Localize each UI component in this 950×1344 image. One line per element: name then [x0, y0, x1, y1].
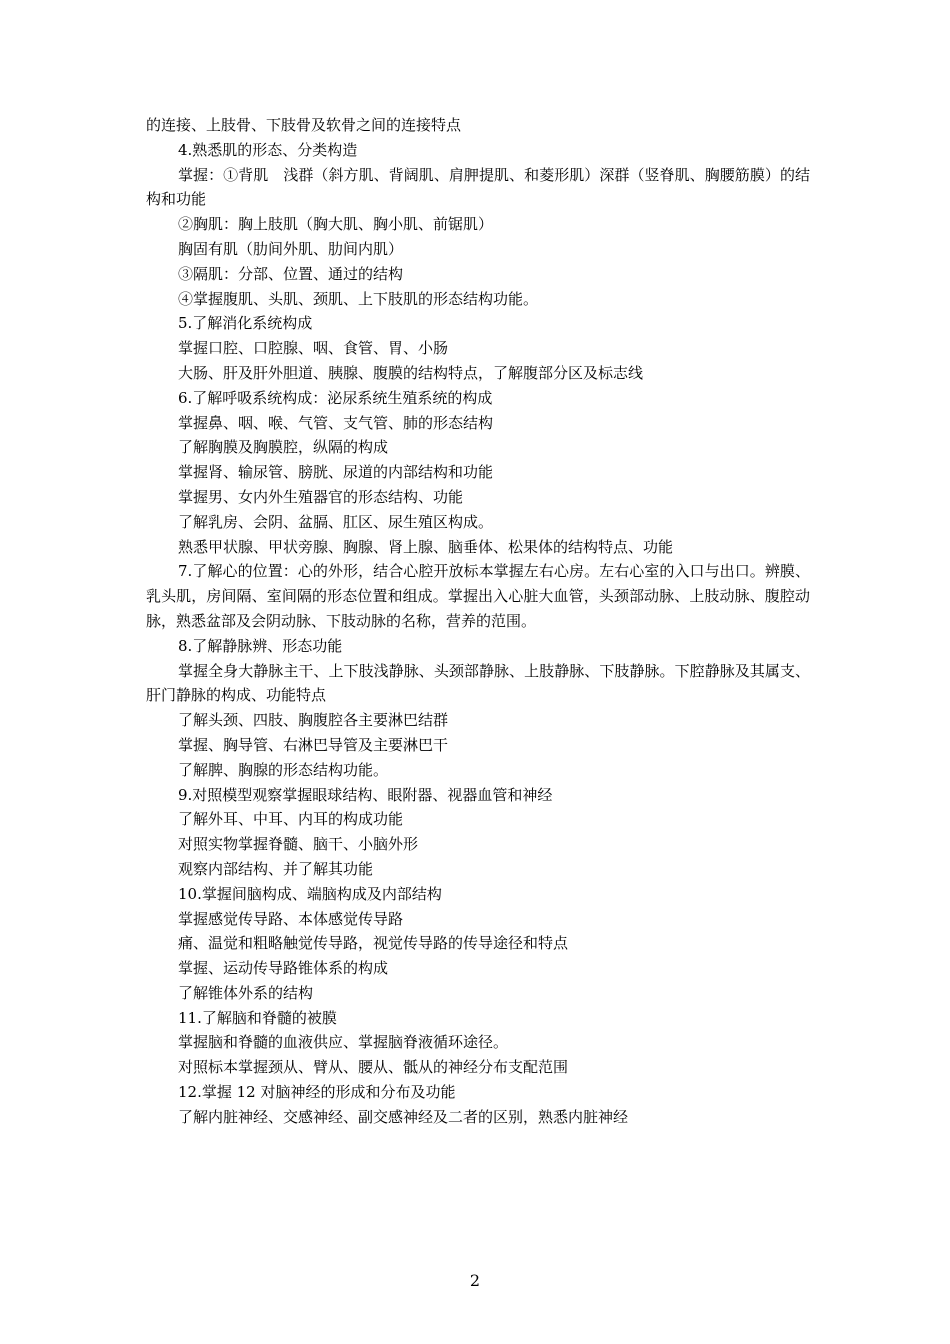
text-line: 掌握、运动传导路锥体系的构成: [178, 959, 389, 978]
text-line: 5.了解消化系统构成: [178, 314, 313, 333]
text-line: 掌握感觉传导路、本体感觉传导路: [178, 909, 404, 928]
text-line: 掌握、胸导管、右淋巴导管及主要淋巴干: [178, 735, 449, 754]
text-line: 了解内脏神经、交感神经、副交感神经及二者的区别，熟悉内脏神经: [178, 1107, 629, 1126]
text-line: ②胸肌：胸上肢肌（胸大肌、胸小肌、前锯肌）: [178, 215, 494, 234]
text-line: 痛、温觉和粗略触觉传导路，视觉传导路的传导途径和特点: [178, 934, 569, 953]
text-line: 了解乳房、会阴、盆膈、肛区、尿生殖区构成。: [178, 512, 494, 531]
text-line: 了解外耳、中耳、内耳的构成功能: [178, 810, 404, 829]
text-line: 对照实物掌握脊髓、脑干、小脑外形: [178, 835, 419, 854]
text-line: 掌握：①背肌 浅群（斜方肌、背阔肌、肩胛提肌、和菱形肌）深群（竖脊肌、胸腰筋膜）的结构和功能: [146, 165, 810, 209]
text-line: 7.了解心的位置：心的外形，结合心腔开放标本掌握左右心房。左右心室的入口与出口。辨膜、乳头肌，房间隔、室间隔的形态位置和组成。掌握出入心脏大血管，头颈部动脉、上肢动脉、腹腔动脉，熟悉盆部及会阴动脉、下肢动脉的名称，营养的范围。: [146, 562, 810, 630]
text-line: 6.了解呼吸系统构成：泌尿系统生殖系统的构成: [178, 388, 493, 407]
text-line: 掌握鼻、咽、喉、气管、支气管、肺的形态结构: [178, 413, 494, 432]
text-line: 掌握口腔、口腔腺、咽、食管、胃、小肠: [178, 339, 449, 358]
text-line: 9.对照模型观察掌握眼球结构、眼附器、视器血管和神经: [178, 785, 553, 804]
text-line: 了解胸膜及胸膜腔，纵隔的构成: [178, 438, 389, 457]
text-line: 掌握全身大静脉主干、上下肢浅静脉、头颈部静脉、上肢静脉、下肢静脉。下腔静脉及其属支、肝门静脉的构成、功能特点: [146, 661, 810, 705]
text-line: 12.掌握 12 对脑神经的形成和分布及功能: [178, 1083, 456, 1102]
text-line: 对照标本掌握颈从、臂从、腰从、骶从的神经分布支配范围: [178, 1058, 569, 1077]
text-line: 了解头颈、四肢、胸腹腔各主要淋巴结群: [178, 711, 449, 730]
text-line: 10.掌握间脑构成、端脑构成及内部结构: [178, 884, 442, 903]
text-line: 胸固有肌（肋间外肌、肋间内肌）: [178, 239, 404, 258]
text-line: 8.了解静脉辨、形态功能: [178, 636, 343, 655]
text-line: 掌握肾、输尿管、膀胱、尿道的内部结构和功能: [178, 463, 494, 482]
text-line: 掌握男、女内外生殖器官的形态结构、功能: [178, 487, 464, 506]
text-line: 了解脾、胸腺的形态结构功能。: [178, 760, 389, 779]
text-line: ④掌握腹肌、头肌、颈肌、上下肢肌的形态结构功能。: [178, 289, 539, 308]
text-line: 大肠、肝及肝外胆道、胰腺、腹膜的结构特点，了解腹部分区及标志线: [178, 363, 644, 382]
text-line: 熟悉甲状腺、甲状旁腺、胸腺、肾上腺、脑垂体、松果体的结构特点、功能: [178, 537, 674, 556]
text-line: 观察内部结构、并了解其功能: [178, 859, 374, 878]
text-line: 掌握脑和脊髓的血液供应、掌握脑脊液循环途径。: [178, 1033, 509, 1052]
document-body: [146, 113, 810, 1130]
text-line: 的连接、上肢骨、下肢骨及软骨之间的连接特点: [146, 116, 462, 134]
text-line: ③隔肌：分部、位置、通过的结构: [178, 264, 404, 283]
text-line: 了解锥体外系的结构: [178, 983, 314, 1002]
text-line: 4.熟悉肌的形态、分类构造: [178, 140, 358, 159]
page-number: 2: [469, 1271, 481, 1290]
text-line: 11.了解脑和脊髓的被膜: [178, 1008, 337, 1027]
